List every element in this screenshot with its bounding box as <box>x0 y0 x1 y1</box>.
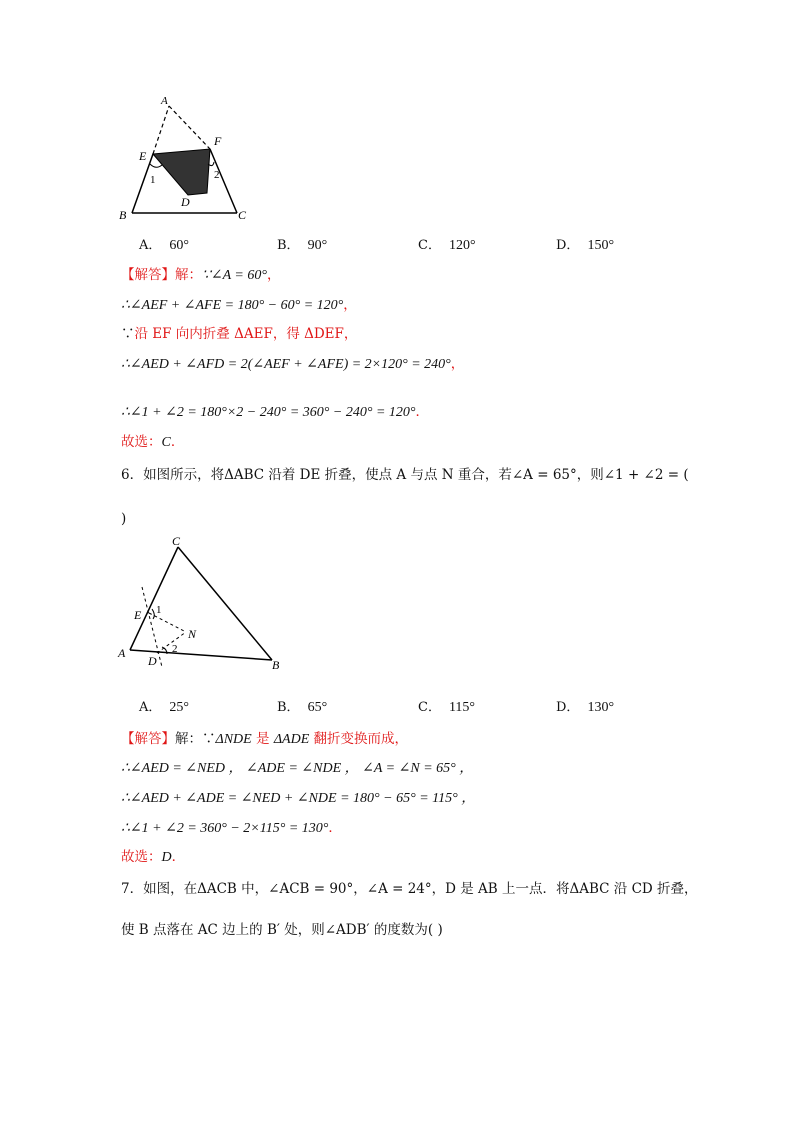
q6-option-d[interactable] <box>556 696 614 716</box>
option-letter: A． <box>139 238 162 253</box>
punct: ， <box>343 297 357 313</box>
option-value: 65° <box>307 700 328 715</box>
option-letter: D． <box>556 238 580 253</box>
option-letter: A． <box>139 700 162 715</box>
solution-math: ∴∠AED = ∠NED ， ∠ADE = ∠NDE ， ∠A = ∠N = 65° ， <box>121 761 474 776</box>
dashed-ae <box>153 106 169 154</box>
q5-solution-line1 <box>121 263 280 284</box>
option-letter: D． <box>556 700 580 715</box>
option-letter: B． <box>277 700 300 715</box>
punct: ， <box>266 267 281 283</box>
because-symbol: ∵ <box>121 326 135 342</box>
q6-option-c[interactable] <box>418 696 475 716</box>
option-letter: C． <box>418 238 441 253</box>
label-2: 2 <box>172 643 178 655</box>
label-c: C <box>172 535 181 548</box>
answer-value: C <box>161 435 171 450</box>
option-value: 90° <box>307 238 328 253</box>
answer-label: 故选： <box>121 849 162 865</box>
q6-solution-line2 <box>121 757 473 777</box>
figure-q6-folded-triangle <box>112 535 292 675</box>
punct: ． <box>170 434 185 450</box>
option-value: 120° <box>448 238 476 253</box>
folded-triangle-def <box>153 149 210 195</box>
figure-q5-folded-triangle <box>110 92 260 227</box>
answer-value: D <box>161 850 172 865</box>
label-d: D <box>148 654 157 668</box>
solution-math: ∴∠AED + ∠AFD = 2(∠AEF + ∠AFE) = 2×120° = 240° <box>121 357 451 372</box>
side-cb <box>178 547 272 660</box>
solution-intro: 解： <box>175 267 202 283</box>
q6-option-b[interactable] <box>277 696 327 716</box>
solution-tag: 【解答】 <box>121 267 175 283</box>
solution-math: ∴∠1 + ∠2 = 360° − 2×115° = 130° <box>121 821 329 836</box>
label-b: B <box>119 208 127 222</box>
option-value: 25° <box>169 700 189 715</box>
label-a: A <box>161 95 168 107</box>
label-1: 1 <box>156 604 162 616</box>
solution-tag: 【解答】 <box>121 731 175 747</box>
label-d: D <box>181 195 190 209</box>
q6-solution-line3 <box>121 787 475 807</box>
q5-solution-line4 <box>121 352 464 373</box>
solution-math: ∴∠1 + ∠2 = 180°×2 − 240° = 360° − 240° = 120° <box>121 405 416 420</box>
question-bracket: ) <box>121 511 127 527</box>
solution-math: ∵∠A = 60° <box>202 268 267 283</box>
solution-intro: 解：∵ <box>175 731 216 747</box>
solution-text: 是 <box>251 731 274 747</box>
angle-1-arc <box>150 164 162 167</box>
solution-math: ∴∠AED + ∠ADE = ∠NED + ∠NDE = 180° − 65° = 115° ， <box>121 791 476 806</box>
side-fc <box>210 149 237 213</box>
option-letter: B． <box>277 238 300 253</box>
question-stem: 使 B 点落在 AC 边上的 B′ 处，则∠ADB′ 的度数为( ) <box>121 922 443 938</box>
punct: ． <box>328 820 342 836</box>
solution-math: ΔNDE <box>215 732 252 747</box>
q5-option-c[interactable] <box>418 234 476 254</box>
label-2: 2 <box>214 169 220 181</box>
option-value: 115° <box>448 700 476 715</box>
q5-answer <box>121 430 184 451</box>
q6-stem <box>121 463 689 483</box>
label-c: C <box>238 208 247 222</box>
option-value: 60° <box>169 238 189 253</box>
solution-math: ΔADE <box>273 732 310 747</box>
option-value: 130° <box>587 700 615 715</box>
q6-solution-line4 <box>121 816 342 837</box>
label-e: E <box>139 149 147 163</box>
label-a: A <box>118 646 126 660</box>
q6-solution-line1 <box>121 727 408 748</box>
q7-stem-line2 <box>121 918 443 938</box>
solution-math: ∴∠AEF + ∠AFE = 180° − 60° = 120° <box>121 298 344 313</box>
solution-text: 翻折变换而成， <box>309 731 409 747</box>
q6-answer <box>121 845 185 866</box>
option-value: 150° <box>587 238 615 253</box>
question-stem: 7．如图，在ΔACB 中，∠ACB = 90°，∠A = 24°，D 是 AB 上一点．将ΔABC 沿 CD 折叠， <box>121 881 698 897</box>
label-b: B <box>272 658 280 672</box>
q5-solution-line3 <box>121 322 357 342</box>
q5-solution-line2 <box>121 293 357 314</box>
q7-stem-line1 <box>121 877 698 897</box>
option-letter: C． <box>418 700 441 715</box>
label-n: N <box>188 627 197 641</box>
answer-label: 故选： <box>121 434 162 450</box>
label-1: 1 <box>150 174 156 186</box>
label-e: E <box>134 608 142 622</box>
q6-stem-close <box>121 511 126 527</box>
punct: ． <box>171 849 186 865</box>
label-f: F <box>214 134 222 148</box>
solution-text: 沿 EF 向内折叠 ΔAEF，得 ΔDEF， <box>134 326 358 342</box>
q5-option-a[interactable] <box>139 234 189 254</box>
angle-1-arc <box>152 609 154 619</box>
punct: ， <box>450 356 465 372</box>
punct: ． <box>415 404 429 420</box>
dashed-af <box>169 106 210 149</box>
q5-solution-line5 <box>121 400 429 421</box>
q5-option-b[interactable] <box>277 234 327 254</box>
q5-option-d[interactable] <box>556 234 614 254</box>
q6-option-a[interactable] <box>139 696 189 716</box>
question-stem: 6．如图所示，将ΔABC 沿着 DE 折叠，使点 A 与点 N 重合，若∠A = 65°，则∠1 + ∠2 = ( <box>121 467 689 483</box>
